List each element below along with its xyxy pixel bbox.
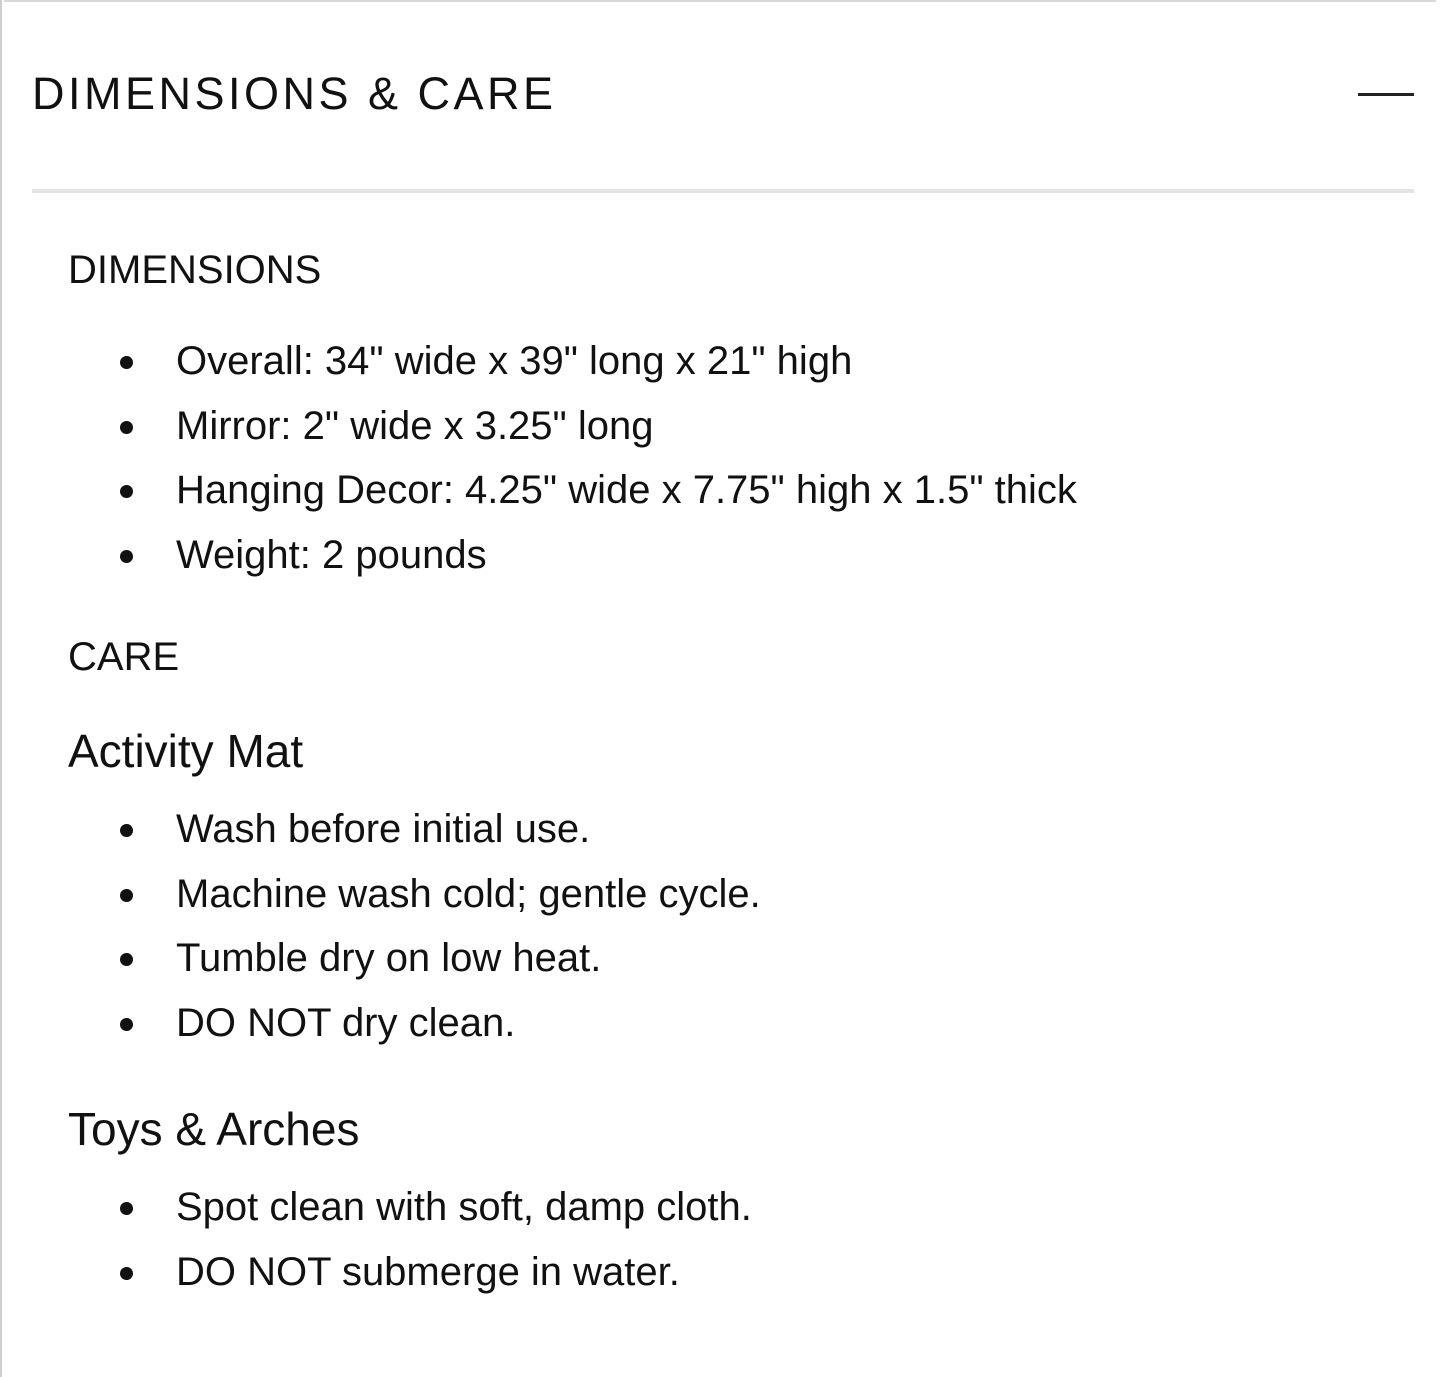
- list-item: [68, 329, 1388, 394]
- accordion-title: DIMENSIONS & CARE: [32, 68, 557, 119]
- list-item: [68, 926, 1388, 991]
- dimension-text: Weight: 2 pounds: [176, 532, 487, 577]
- bullet-icon: [120, 356, 133, 369]
- dimension-text: Hanging Decor: 4.25" wide x 7.75" high x 1.5" thick: [176, 468, 1077, 512]
- care-text: Machine wash cold; gentle cycle.: [176, 871, 761, 916]
- bullet-icon: [120, 550, 133, 563]
- list-item: [68, 862, 1388, 927]
- collapse-toggle-button[interactable]: [1358, 74, 1414, 114]
- list-item: [68, 1175, 1388, 1240]
- dimensions-list: [68, 329, 1388, 587]
- bullet-icon: [120, 421, 133, 434]
- accordion-header[interactable]: [32, 52, 1414, 142]
- activity-mat-care-list: [68, 797, 1388, 1055]
- list-item: [68, 1240, 1388, 1305]
- bullet-icon: [120, 1267, 133, 1280]
- minus-icon: [1358, 93, 1414, 96]
- header-divider: [32, 189, 1414, 193]
- bullet-icon: [120, 1202, 133, 1215]
- dimension-text: Mirror: 2" wide x 3.25" long: [176, 403, 654, 448]
- care-heading: CARE: [68, 635, 180, 679]
- bullet-icon: [120, 889, 133, 902]
- bullet-icon: [120, 824, 133, 837]
- bullet-icon: [120, 485, 133, 498]
- list-item: [68, 458, 1388, 523]
- toys-arches-care-list: [68, 1175, 1388, 1304]
- dimension-text: Overall: 34" wide x 39" long x 21" high: [176, 339, 853, 383]
- care-text: DO NOT dry clean.: [176, 1000, 516, 1045]
- bullet-icon: [120, 1018, 133, 1031]
- care-text: Wash before initial use.: [176, 807, 591, 851]
- top-divider: [4, 0, 1436, 2]
- accordion-content: [68, 240, 1388, 1304]
- care-group-title-activity-mat: Activity Mat: [68, 725, 304, 777]
- dimensions-heading: DIMENSIONS: [68, 248, 322, 292]
- care-group-title-toys-arches: Toys & Arches: [68, 1103, 360, 1155]
- list-item: [68, 394, 1388, 459]
- list-item: [68, 797, 1388, 862]
- care-text: Spot clean with soft, damp cloth.: [176, 1185, 752, 1229]
- bullet-icon: [120, 953, 133, 966]
- list-item: [68, 991, 1388, 1056]
- care-text: DO NOT submerge in water.: [176, 1249, 680, 1294]
- care-text: Tumble dry on low heat.: [176, 936, 602, 980]
- list-item: [68, 523, 1388, 588]
